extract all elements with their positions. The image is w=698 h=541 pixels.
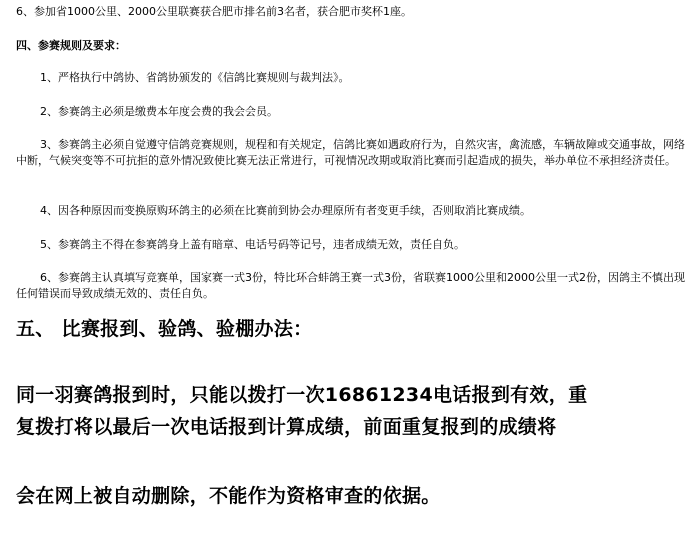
rule-1: 1、严格执行中鸽协、省鸽协颁发的《信鸽比赛规则与裁判法》。 [40,71,350,84]
rule-5: 5、参赛鸽主不得在参赛鸽身上盖有暗章、电话号码等记号，违者成绩无效，责任自负。 [40,238,465,251]
section-4-heading: 四、参赛规则及要求： [16,39,126,52]
item-6-award-text: 6、参加省1000公里、2000公里联赛获合肥市排名前3名者，获合肥市奖杯1座。 [16,5,412,18]
section-5-line-1: 同一羽赛鸽报到时，只能以拨打一次16861234电话报到有效，重 [16,384,588,406]
rule-3: 3、参赛鸽主必须自觉遵守信鸽竞赛规则，规程和有关规定，信鸽比赛如遇政府行为，自然灾害，禽流感，车辆故障或交通事故，网络中断，气候突变等不可抗拒的意外情况致使比赛无法正常进行，可视情况改期或取消比赛而引起造成的损失，举办单位不承担经济责任。 [16,138,685,167]
section-5-line-3: 会在网上被自动删除，不能作为资格审查的依据。 [16,485,441,507]
rule-4: 4、因各种原因而变换原购环鸽主的必须在比赛前到协会办理原所有者变更手续，否则取消比赛成绩。 [40,204,531,217]
section-5-line-2: 复拨打将以最后一次电话报到计算成绩，前面重复报到的成绩将 [16,416,557,438]
rule-2: 2、参赛鸽主必须是缴费本年度会费的我会会员。 [40,105,278,118]
rule-6: 6、参赛鸽主认真填写竞赛单，国家赛一式3份，特比环合蚌鸽王赛一式3份，省联赛1000公里和2000公里一式2份，因鸽主不慎出现任何错误而导致成绩无效的、责任自负。 [16,271,685,300]
section-5-heading: 五、 比赛报到、验鸽、验棚办法： [16,318,313,340]
